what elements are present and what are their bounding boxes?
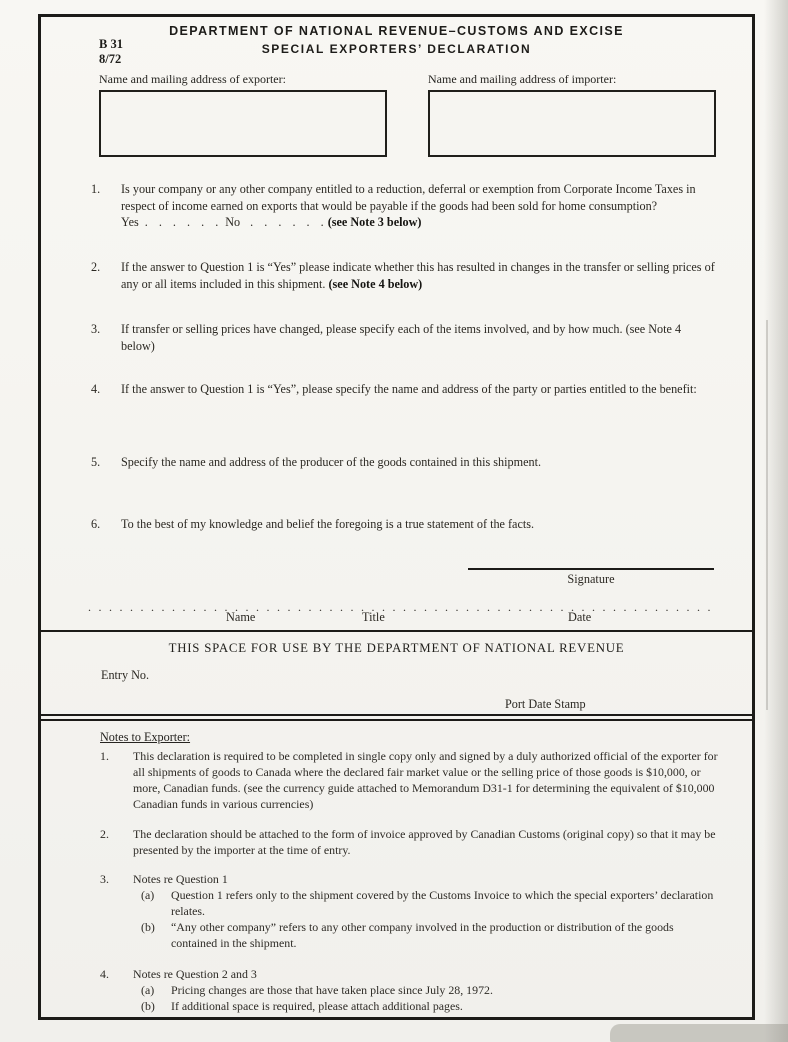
question-1 (91, 181, 735, 231)
signature-line[interactable] (468, 568, 714, 570)
entry-no-label[interactable]: Entry No. (101, 668, 150, 682)
note-3 (100, 871, 720, 951)
importer-address-box[interactable] (428, 90, 716, 157)
form-border (38, 14, 755, 1020)
question-1-number: 1. (91, 182, 101, 196)
form-subtitle: SPECIAL EXPORTERS’ DECLARATION (261, 42, 532, 56)
note-4a (133, 982, 720, 998)
name-title-date-dots: ............................................................ (88, 600, 718, 614)
question-2-note: (see Note 4 below) (328, 276, 423, 291)
note-1-number: 1. (100, 749, 109, 763)
question-3-text: If transfer or selling prices have changed, please specify each of the items involved, and by how much. (see Note 4 below) (121, 322, 682, 353)
question-1-text: Is your company or any other company entitled to a reduction, deferral or exemption from Corporate Income Taxes in respect of income earned on exports that would be payable if the goods had been sold for home consumption? (121, 182, 696, 213)
scan-smudge-artifact (610, 1024, 788, 1042)
note-3-number: 3. (100, 872, 109, 886)
date-label: Date (568, 610, 592, 624)
question-2 (91, 259, 735, 292)
name-label: Name (226, 610, 256, 624)
question-4-text: If the answer to Question 1 is “Yes”, please specify the name and address of the party or parties entitled to the benefit: (121, 382, 697, 396)
department-section-heading: THIS SPACE FOR USE BY THE DEPARTMENT OF NATIONAL REVENUE (168, 641, 625, 655)
note-4b (133, 998, 720, 1014)
form-number: B 31 (99, 37, 123, 51)
notes-heading: Notes to Exporter: (100, 730, 191, 744)
note-4b-letter: (b) (141, 999, 155, 1013)
question-3 (91, 321, 735, 354)
note-3b-text: “Any other company” refers to any other company involved in the production or distribution of the goods contained in the shipment. (171, 920, 674, 950)
question-1-note: (see Note 3 below) (327, 215, 422, 230)
form-title: DEPARTMENT OF NATIONAL REVENUE–CUSTOMS AND EXCISE (169, 24, 624, 38)
note-3-text: Notes re Question 1 (133, 872, 228, 886)
question-5 (91, 454, 735, 471)
exporter-address-section (99, 72, 387, 157)
question-6 (91, 516, 735, 533)
department-use-section (41, 630, 752, 716)
note-2-text: The declaration should be attached to the form of invoice approved by Canadian Customs (original copy) so that it may be presented by the importer at the time of entry. (133, 827, 716, 857)
question-4-number: 4. (91, 382, 101, 396)
question-6-number: 6. (91, 517, 101, 531)
no-answer-dots[interactable]: . . . . . . (250, 215, 325, 230)
signature-label: Signature (567, 572, 615, 586)
exporter-address-box[interactable] (99, 90, 387, 157)
note-4-text: Notes re Question 2 and 3 (133, 967, 257, 981)
note-4 (100, 966, 720, 1014)
note-1-text: This declaration is required to be completed in single copy only and signed by a duly authorized official of the exporter for all shipments of goods to Canada where the declared fair market value or the selling price of those goods is $10,000, or more, Canadian funds. (see the currency guide attached to Memorandum D31-1 for determining the equivalent of $10,000 Canadian funds in various currencies) (133, 749, 718, 811)
exporter-address-label: Name and mailing address of exporter: (99, 72, 286, 86)
question-5-number: 5. (91, 455, 101, 469)
note-4a-text: Pricing changes are those that have taken place since July 28, 1972. (171, 983, 493, 997)
note-1 (100, 748, 720, 812)
note-3a (133, 887, 720, 919)
form-revision: 8/72 (99, 52, 122, 66)
question-3-number: 3. (91, 322, 101, 336)
no-label: No (225, 215, 241, 230)
question-4 (91, 381, 735, 398)
question-2-text: If the answer to Question 1 is “Yes” please indicate whether this has resulted in changes in the transfer or selling prices of any or all items included in this shipment. (121, 260, 715, 291)
importer-address-label: Name and mailing address of importer: (428, 72, 617, 86)
scan-line-artifact (766, 320, 768, 710)
importer-address-section (428, 72, 716, 157)
yes-answer-dots[interactable]: . . . . . . (144, 215, 220, 230)
title-label: Title (362, 610, 385, 624)
note-4-number: 4. (100, 967, 109, 981)
note-2-number: 2. (100, 827, 109, 841)
question-6-text: To the best of my knowledge and belief the foregoing is a true statement of the facts. (121, 517, 535, 531)
name-title-date-row[interactable] (88, 600, 752, 628)
note-3a-letter: (a) (141, 888, 155, 902)
question-2-number: 2. (91, 260, 101, 274)
note-3a-text: Question 1 refers only to the shipment covered by the Customs Invoice to which the special exporters’ declaration relates. (171, 888, 714, 918)
question-5-text: Specify the name and address of the producer of the goods contained in this shipment. (121, 455, 542, 469)
yes-label: Yes (121, 215, 139, 230)
note-2 (100, 826, 720, 858)
note-3b (133, 919, 720, 951)
note-3b-letter: (b) (141, 920, 155, 934)
note-4a-letter: (a) (141, 983, 155, 997)
port-date-stamp-label: Port Date Stamp (505, 697, 586, 711)
question-1-answer-line (121, 214, 717, 231)
notes-section (41, 719, 752, 1017)
note-4b-text: If additional space is required, please attach additional pages. (171, 999, 463, 1013)
